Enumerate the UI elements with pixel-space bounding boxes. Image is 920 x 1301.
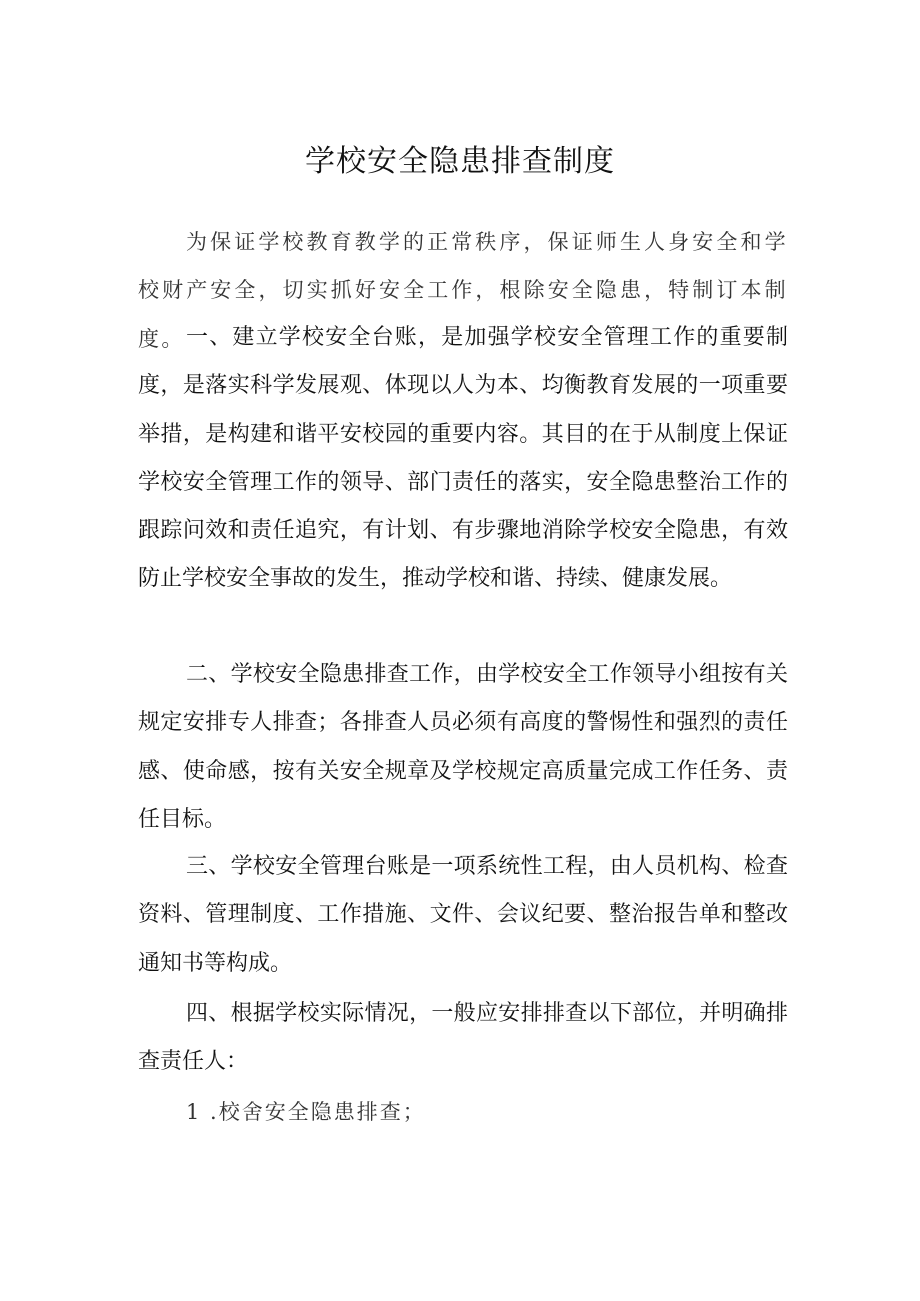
- document-title: 学校安全隐患排查制度: [305, 144, 615, 179]
- section-3-paragraph: 三、学校安全管理台账是一项系统性工程，由人员机构、检查资料、管理制度、工作措施、文件、会议纪要、整治报告单和整改通知书等构成。: [138, 854, 788, 976]
- intro-paragraph: 为保证学校教育教学的正常秩序，保证师生人身安全和学校财产安全，切实抓好安全工作，根除安全隐患，特制订本制度。: [138, 230, 788, 351]
- section-4-paragraph: 四、根据学校实际情况，一般应安排排查以下部位，并明确排查责任人：: [138, 1001, 788, 1075]
- section-1-paragraph: 一、建立学校安全台账，是加强学校安全管理工作的重要制度，是落实科学发展观、体现以人为本、均衡教育发展的一项重要举措，是构建和谐平安校园的重要内容。其目的在于从制度上保证学校安全管理工作的领导、部门责任的落实，安全隐患整治工作的跟踪问效和责任追究，有计划、有步骤地消除学校安全隐患，有效防止学校安全事故的发生，推动学校和谐、持续、健康发展。: [138, 325, 788, 592]
- section-2-paragraph: 二、学校安全隐患排查工作，由学校安全工作领导小组按有关规定安排专人排查；各排查人员必须有高度的警惕性和强烈的责任感、使命感，按有关安全规章及学校规定高质量完成工作任务、责任目标。: [138, 662, 788, 832]
- list-item: 1 .校舍安全隐患排查；: [186, 1100, 426, 1124]
